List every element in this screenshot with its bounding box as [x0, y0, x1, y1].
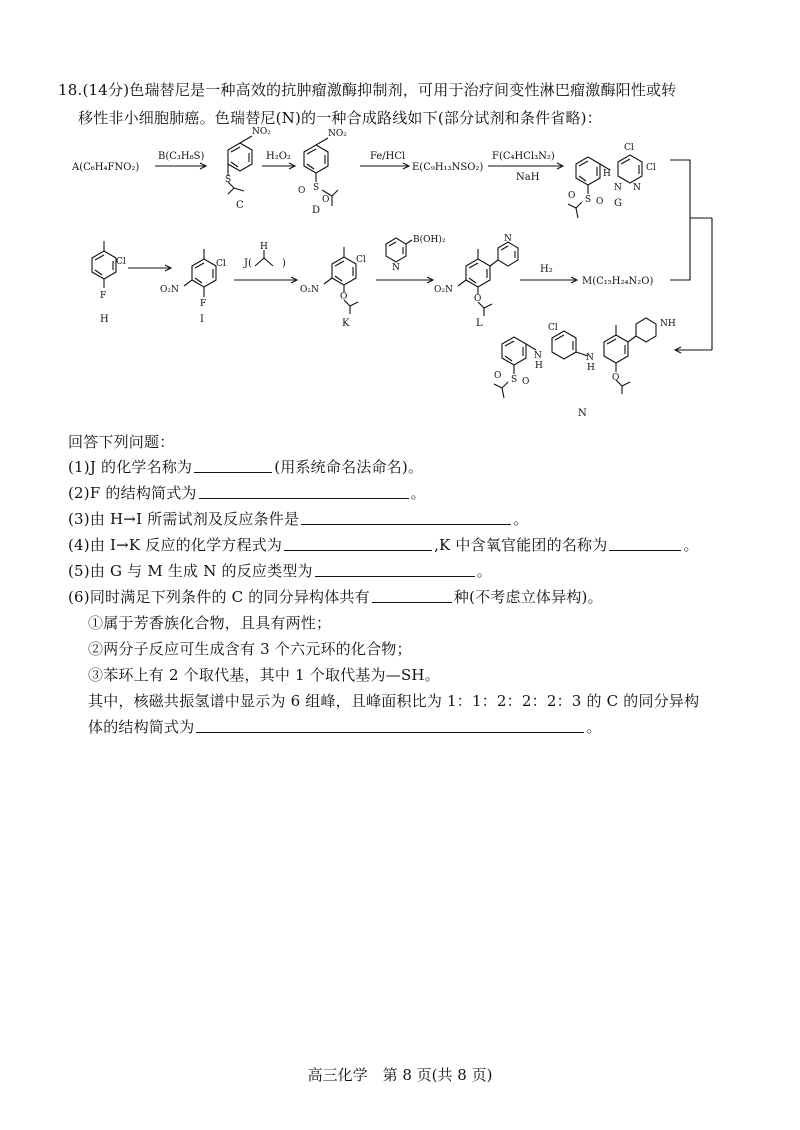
label-h: H	[100, 314, 109, 325]
q3-answer-blank[interactable]	[301, 510, 511, 525]
n-nh1: N	[534, 351, 542, 361]
question-5	[68, 561, 492, 581]
q2-pre: (2)F 的结构简式为	[68, 484, 197, 502]
label-c: C	[236, 200, 244, 211]
d-no2: NO₂	[328, 129, 347, 139]
q6-post: 种(不考虑立体异构)。	[453, 588, 603, 606]
n-h2: H	[587, 363, 595, 373]
q5-pre: (5)由 G 与 M 生成 N 的反应类型为	[68, 562, 313, 580]
compound-h-structure	[92, 241, 116, 288]
formula-a: A(C₆H₄FNO₂)	[72, 162, 140, 173]
question-18-intro-line2: 移性非小细胞肺癌。色瑞替尼(N)的一种合成路线如下(部分试剂和条件省略)：	[78, 109, 602, 127]
n-cl: Cl	[548, 323, 558, 333]
q3-post: 。	[513, 510, 529, 528]
reagent-nah: NaH	[516, 172, 540, 183]
h-cl: Cl	[116, 257, 126, 267]
g-cl2: Cl	[646, 163, 656, 173]
label-d: D	[312, 205, 321, 216]
label-k: K	[342, 318, 350, 329]
n-o: O	[612, 373, 620, 383]
i-cl: Cl	[216, 259, 226, 269]
c-no2: NO₂	[252, 127, 271, 137]
nmr-line-2-pre: 体的结构简式为	[88, 718, 195, 736]
question-2	[68, 483, 426, 503]
nmr-answer-blank[interactable]	[196, 718, 584, 733]
question-3	[68, 509, 528, 529]
g-h: H	[603, 169, 611, 179]
n-o2: O	[522, 377, 530, 387]
condition-2: ②两分子反应可生成含有 3 个六元环的化合物；	[88, 640, 412, 658]
label-i: I	[200, 314, 204, 325]
compound-j-structure	[255, 250, 273, 266]
reagent-fe-hcl: Fe/HCl	[370, 151, 406, 162]
q4-pre: (4)由 I→K 反应的化学方程式为	[68, 536, 283, 554]
question-number: 18.(14分)	[58, 81, 130, 99]
k-cl: Cl	[356, 255, 366, 265]
page-footer: 高三化学 第 8 页(共 8 页)	[307, 1066, 493, 1084]
q2-answer-blank[interactable]	[199, 484, 409, 499]
pyridine-n: N	[392, 263, 400, 273]
n-o1: O	[494, 371, 502, 381]
l-o2n: O₂N	[434, 285, 453, 295]
compound-i-structure	[184, 249, 216, 297]
q4-group-blank[interactable]	[609, 536, 681, 551]
reagent-b: B(C₃H₈S)	[158, 151, 205, 162]
compound-c-structure	[228, 136, 252, 194]
compound-l-structure	[458, 242, 518, 316]
q1-pre: (1)J 的化学名称为	[68, 458, 193, 476]
question-6	[68, 587, 603, 607]
n-h1: H	[535, 361, 543, 371]
label-n: N	[578, 408, 587, 419]
q6-answer-blank[interactable]	[372, 588, 452, 603]
label-l: L	[476, 318, 483, 329]
h-f: F	[100, 291, 107, 301]
q4-equation-blank[interactable]	[284, 536, 432, 551]
reagent-h2: H₂	[540, 264, 553, 275]
nmr-line-1: 其中，核磁共振氢谱中显示为 6 组峰，且峰面积比为 1：1：2：2：2：3 的 C 的同分异构	[88, 692, 700, 710]
i-f: F	[200, 299, 207, 309]
nmr-line-2	[88, 717, 602, 737]
n-nh2: N	[586, 353, 594, 363]
n-s: S	[511, 375, 518, 385]
formula-m: M(C₁₅H₂₄N₂O)	[582, 276, 654, 287]
question-1	[68, 457, 423, 477]
g-s: S	[585, 195, 592, 205]
i-o2n: O₂N	[160, 285, 179, 295]
n-piperidine-nh: NH	[660, 319, 676, 329]
d-o2: O	[322, 195, 330, 205]
compound-n-structure	[494, 318, 656, 398]
question-4	[68, 535, 699, 555]
l-o: O	[474, 294, 482, 304]
condition-3: ③苯环上有 2 个取代基，其中 1 个取代基为—SH。	[88, 666, 440, 684]
compound-d-structure	[304, 138, 338, 206]
q4-mid: ,K 中含氧官能团的名称为	[434, 536, 608, 554]
g-cl1: Cl	[624, 143, 634, 153]
boronic-acid: B(OH)₂	[413, 235, 446, 245]
compound-g-structure	[568, 155, 642, 218]
q5-post: 。	[476, 562, 492, 580]
l-pyridine-n: N	[504, 234, 512, 244]
synthesis-scheme	[0, 0, 800, 430]
reagent-f: F(C₄HCl₃N₂)	[492, 151, 555, 162]
nmr-line-2-post: 。	[586, 718, 602, 736]
q1-post: (用系统命名法命名)。	[274, 458, 424, 476]
d-s: S	[313, 183, 320, 193]
q2-post: 。	[410, 484, 426, 502]
compound-k-structure	[324, 247, 358, 314]
reagent-j: J(	[244, 258, 252, 269]
q4-post: 。	[683, 536, 699, 554]
q5-answer-blank[interactable]	[315, 562, 475, 577]
g-o1: O	[568, 191, 576, 201]
q1-answer-blank[interactable]	[194, 458, 272, 473]
answer-prompt: 回答下列问题：	[68, 433, 175, 451]
reagent-j-close: )	[282, 258, 286, 269]
k-o2n: O₂N	[300, 285, 319, 295]
c-s: S	[225, 175, 232, 185]
q6-pre: (6)同时满足下列条件的 C 的同分异构体共有	[68, 588, 370, 606]
q3-pre: (3)由 H→I 所需试剂及反应条件是	[68, 510, 300, 528]
g-nh: N	[614, 183, 622, 193]
label-g: G	[614, 198, 622, 209]
condition-1: ①属于芳香族化合物，且具有两性；	[88, 614, 332, 632]
j-oh: H	[260, 242, 268, 252]
formula-e: E(C₉H₁₃NSO₂)	[412, 162, 484, 173]
reagent-h2o2: H₂O₂	[266, 151, 291, 162]
k-o: O	[340, 292, 348, 302]
g-n: N	[633, 183, 641, 193]
bracket	[670, 160, 690, 280]
g-o2: O	[596, 197, 604, 207]
d-o1: O	[298, 186, 306, 196]
intro-text-1: 色瑞替尼是一种高效的抗肿瘤激酶抑制剂，可用于治疗间变性淋巴瘤激酶阳性或转	[129, 81, 677, 99]
pyridine-boronic-acid-structure	[386, 238, 412, 262]
